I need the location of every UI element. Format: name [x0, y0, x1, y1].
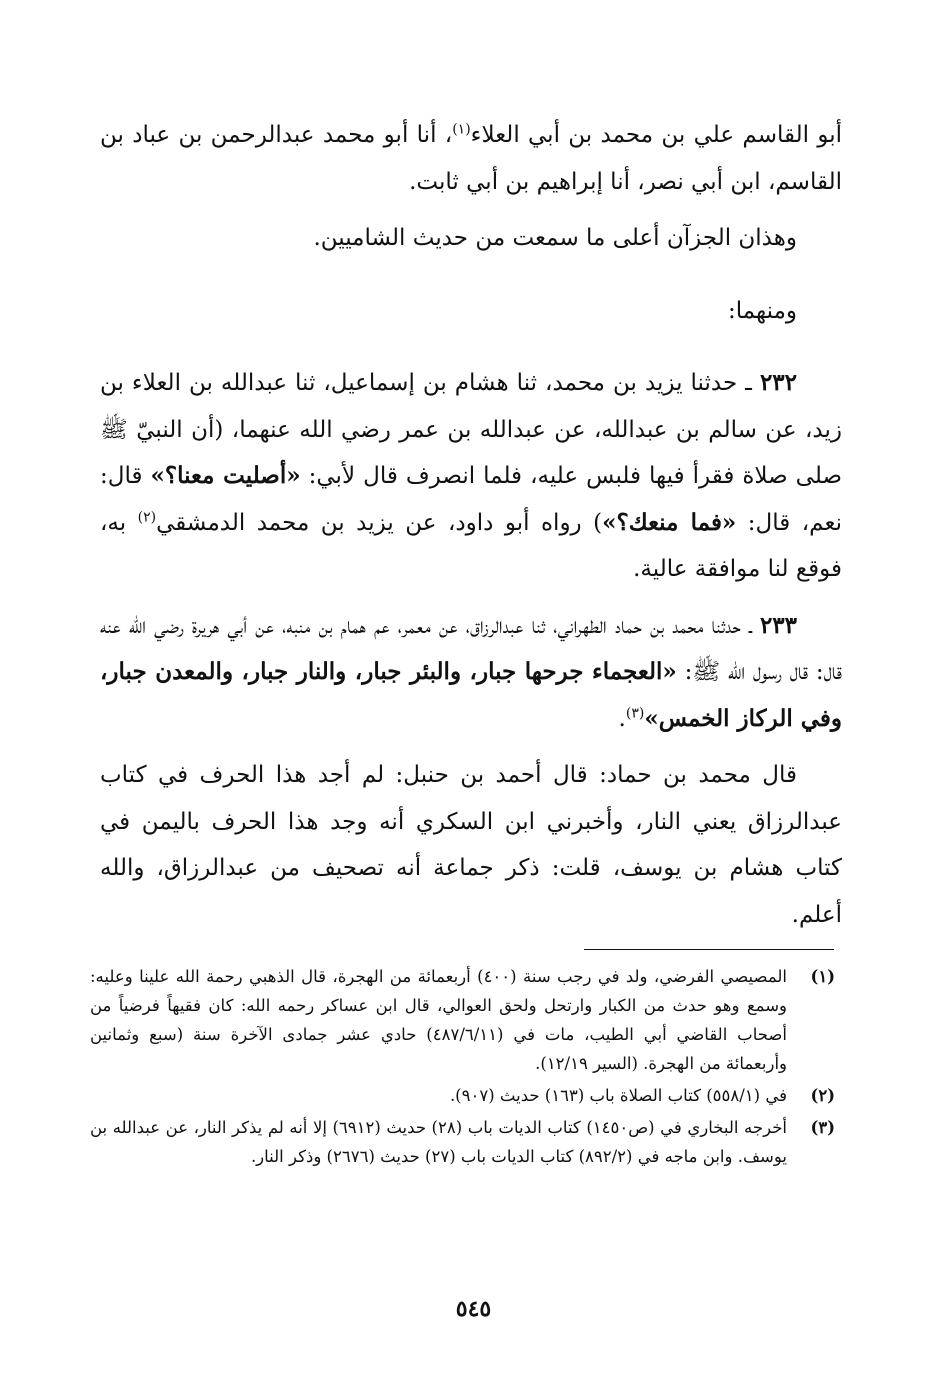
footnote-number: (٣): [810, 1118, 835, 1137]
paragraph-commentary: قال محمد بن حماد: قال أحمد بن حنبل: لم أجد هذا الحرف في كتاب عبدالرزاق يعني النار، وأخبرني ابن السكري أنه وجد هذا الحرف باليمن في كتاب هشام بن يوسف، قلت: ذكر جماعة أنه تصحيف من عبدالرزاق، والله أعلم.: [100, 762, 842, 928]
text-segment: به، فوقع لنا موافقة عالية.: [100, 509, 842, 582]
paragraph-note: وهذان الجزآن أعلى ما سمعت من حديث الشاميين.: [313, 225, 797, 251]
text-segment: قال: نعم، قال:: [100, 463, 842, 536]
footnote-ref-3[interactable]: (٣): [625, 704, 645, 721]
footnote-3: [90, 1113, 835, 1171]
footnote-number: (١): [810, 967, 835, 986]
footnote-ref-1[interactable]: (١): [452, 121, 471, 138]
footnote-number: (٢): [810, 1086, 835, 1105]
hadith-number: ٢٣٣: [759, 611, 797, 639]
footnote-text: المصيصي الفرضي، ولد في رجب سنة (٤٠٠) أربعمائة من الهجرة، قال الذهبي رحمة الله علينا وعليه: وسمع وهو حدث من الكبار وارتحل ولحق العوالي، قال ابن عساكر رحمه الله: كان فقيهاً فرضياً من أصحاب القاضي أبي الطيب، مات في (٤٨٧/٦/١١) حادي عشر جمادى الآخرة سنة (سبع وثمانين وأربعمائة من الهجرة. (السير ١٢/١٩).: [90, 967, 787, 1073]
main-text: [100, 112, 842, 938]
footnotes: [90, 962, 835, 1174]
quote-bold: «أصليت معنا؟»: [150, 462, 301, 489]
text-segment: .: [618, 705, 626, 732]
quote-bold: «فما منعك؟»: [602, 508, 737, 536]
footnote-2: [90, 1081, 835, 1110]
text-segment: ، أنا أبو محمد عبدالرحمن بن عباد بن القاسم، ابن أبي نصر، أنا إبراهيم بن أبي ثابت.: [100, 122, 842, 195]
page-number: ٥٤٥: [455, 1296, 492, 1322]
footnote-text: أخرجه البخاري في (ص١٤٥٠) كتاب الديات باب (٢٨) حديث (٦٩١٢) إلا أنه لم يذكر النار، عن عبدالله بن يوسف. وابن ماجه في (٨٩٢/٢) كتاب الديات باب (٢٧) حديث (٢٦٧٦) وذكر النار.: [90, 1118, 787, 1166]
footnote-ref-2[interactable]: (٢): [137, 508, 157, 525]
hadith-233: [100, 603, 842, 743]
footnote-text: في (٥٥٨/١) كتاب الصلاة باب (١٦٣) حديث (٩٠٧).: [449, 1086, 787, 1105]
text-segment: ) رواه أبو داود، عن يزيد بن محمد الدمشقي: [156, 509, 603, 536]
text-segment: ـ حدثنا يزيد بن محمد، ثنا هشام بن إسماعيل، ثنا عبدالله بن العلاء بن زيد، عن سالم بن عبدالله، عن عبدالله بن عمر رضي الله عنهما، (أن النبيّ ﷺ صلى صلاة فقرأ فيها فلبس عليه، فلما انصرف قال لأبي:: [100, 370, 842, 489]
hadith-number: ٢٣٢: [759, 369, 797, 396]
footnote-separator: [584, 949, 834, 950]
paragraph-intro: ومنهما:: [727, 297, 797, 324]
quote-bold: «العجماء جرحها جبار، والبئر جبار، والنار جبار، والمعدن جبار، وفي الركاز الخمس»: [100, 658, 842, 732]
text-segment: أبو القاسم علي بن محمد بن أبي العلاء: [470, 122, 842, 148]
hadith-232: [100, 360, 842, 593]
paragraph-isnad: [100, 112, 842, 205]
text-segment: ـ حدثنا محمد بن حماد الطهراني، ثنا عبدالرزاق، عن معمر، عم همام بن منبه، عن أبي هريرة رضي الله عنه قال: قال رسول الله ﷺ:: [100, 612, 842, 685]
footnote-1: [90, 962, 835, 1078]
